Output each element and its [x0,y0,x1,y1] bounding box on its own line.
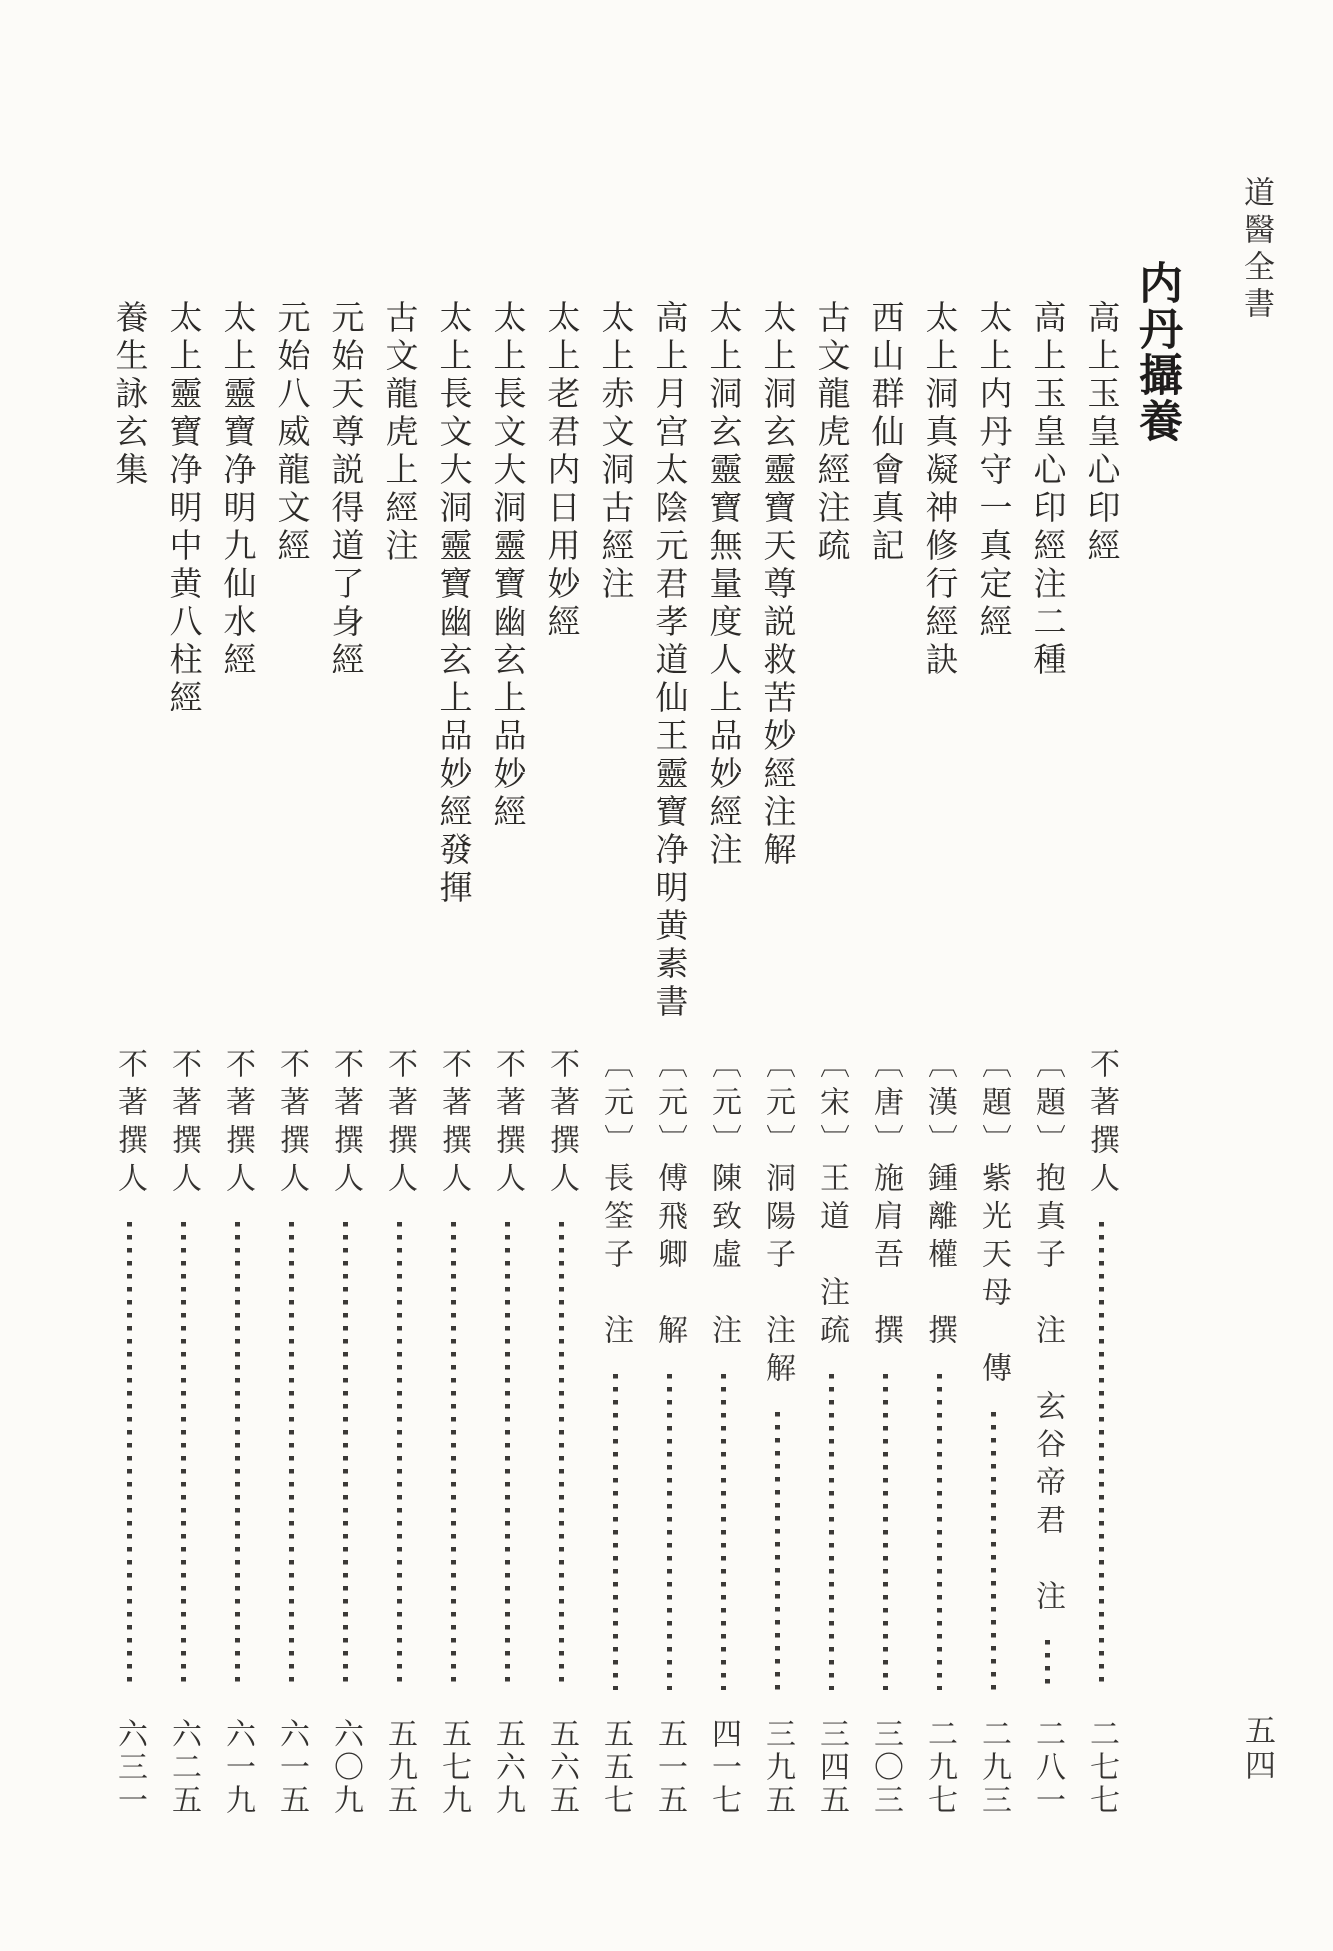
book-running-title: 道醫全書 [1239,176,1274,324]
entry-title: 太上靈寶净明中黄八柱經 [164,300,201,718]
entry-meta [696,1048,750,1690]
entry-page-number: 三四五 [815,1718,848,1817]
dotted-leader [667,1374,672,1690]
entry-title: 太上長文大洞靈寶幽玄上品妙經 [488,300,525,832]
dotted-leader [883,1374,888,1690]
toc-entry [1074,0,1128,1951]
entry-author: 〔元〕長筌子 注 [599,1048,632,1352]
entry-meta [966,1048,1020,1690]
entry-page-number: 六二五 [167,1718,200,1817]
entry-author: 〔宋〕王道 注疏 [815,1048,848,1352]
entry-author: 不著撰人 [437,1048,470,1200]
entry-author: 〔題〕抱真子 注 玄谷帝君 注 [1031,1048,1064,1618]
entry-meta [804,1048,858,1690]
entry-page-number: 六一五 [275,1718,308,1817]
dotted-leader [343,1222,348,1690]
toc-entry [156,0,210,1951]
entry-page-number: 二九七 [923,1718,956,1817]
toc-entry [480,0,534,1951]
entry-meta [588,1048,642,1690]
dotted-leader [1099,1222,1104,1690]
toc-entry [966,0,1020,1951]
entry-meta [372,1048,426,1690]
dotted-leader [559,1222,564,1690]
entry-meta [264,1048,318,1690]
entry-author: 不著撰人 [221,1048,254,1200]
entry-title: 太上長文大洞靈寶幽玄上品妙經發揮 [434,300,471,908]
entry-author: 〔漢〕鍾離權 撰 [923,1048,956,1352]
entry-page-number: 五一五 [653,1718,686,1817]
toc-entry [750,0,804,1951]
entry-title: 高上玉皇心印經 [1082,300,1119,566]
dotted-leader [991,1412,996,1690]
dotted-leader [937,1374,942,1690]
entry-meta [210,1048,264,1690]
entry-title: 太上靈寶净明九仙水經 [218,300,255,680]
entry-title: 高上玉皇心印經注二種 [1028,300,1065,680]
entry-title: 養生詠玄集 [110,300,147,490]
dotted-leader [397,1222,402,1690]
entry-author: 不著撰人 [491,1048,524,1200]
entry-title: 太上内丹守一真定經 [974,300,1011,642]
entry-meta [534,1048,588,1690]
toc-entry [102,0,156,1951]
entry-author: 不著撰人 [545,1048,578,1200]
entry-meta [1020,1048,1074,1690]
entry-author: 不著撰人 [113,1048,146,1200]
entry-meta [912,1048,966,1690]
entry-title: 元始天尊説得道了身經 [326,300,363,680]
dotted-leader [451,1222,456,1690]
entry-author: 不著撰人 [167,1048,200,1200]
entry-page-number: 二九三 [977,1718,1010,1817]
dotted-leader [127,1222,132,1690]
folio-page-number: 五四 [1240,1714,1275,1784]
entry-author: 不著撰人 [383,1048,416,1200]
entry-author: 〔元〕陳致虛 注 [707,1048,740,1352]
toc-entry [804,0,858,1951]
entry-page-number: 六〇九 [329,1718,362,1817]
entry-author: 不著撰人 [275,1048,308,1200]
entry-author: 不著撰人 [1085,1048,1118,1200]
dotted-leader [289,1222,294,1690]
entry-page-number: 三〇三 [869,1718,902,1817]
toc-entry [1020,0,1074,1951]
dotted-leader [775,1412,780,1690]
toc-entries [106,0,1128,1951]
entry-page-number: 六一九 [221,1718,254,1817]
toc-entry [534,0,588,1951]
toc-entry [642,0,696,1951]
entry-page-number: 五六九 [491,1718,524,1817]
toc-entry [264,0,318,1951]
dotted-leader [181,1222,186,1690]
entry-page-number: 五六五 [545,1718,578,1817]
entry-title: 太上赤文洞古經注 [596,300,633,604]
entry-author: 〔題〕紫光天母 傳 [977,1048,1010,1390]
entry-meta [318,1048,372,1690]
dotted-leader [1045,1640,1050,1690]
dotted-leader [721,1374,726,1690]
entry-meta [480,1048,534,1690]
dotted-leader [235,1222,240,1690]
entry-title: 太上洞玄靈寶天尊説救苦妙經注解 [758,300,795,870]
entry-meta [156,1048,210,1690]
toc-entry [210,0,264,1951]
toc-entry [858,0,912,1951]
entry-title: 太上老君内日用妙經 [542,300,579,642]
entry-author: 〔元〕洞陽子 注解 [761,1048,794,1390]
entry-page-number: 五九五 [383,1718,416,1817]
entry-title: 太上洞玄靈寶無量度人上品妙經注 [704,300,741,870]
entry-title: 古文龍虎上經注 [380,300,417,566]
entry-title: 西山群仙會真記 [866,300,903,566]
dotted-leader [829,1374,834,1690]
entry-meta [750,1048,804,1690]
toc-entry [588,0,642,1951]
entry-page-number: 四一七 [707,1718,740,1817]
dotted-leader [505,1222,510,1690]
entry-meta [858,1048,912,1690]
entry-meta [1074,1048,1128,1690]
toc-entry [426,0,480,1951]
dotted-leader [613,1374,618,1690]
entry-author: 〔元〕傅飛卿 解 [653,1048,686,1352]
entry-page-number: 二七七 [1085,1718,1118,1817]
entry-page-number: 五五七 [599,1718,632,1817]
entry-page-number: 二八一 [1031,1718,1064,1817]
section-title: 内丹攝養 [1132,260,1181,444]
entry-meta [642,1048,696,1690]
toc-entry [696,0,750,1951]
toc-entry [912,0,966,1951]
entry-title: 太上洞真凝神修行經訣 [920,300,957,680]
entry-title: 古文龍虎經注疏 [812,300,849,566]
entry-page-number: 三九五 [761,1718,794,1817]
entry-meta [426,1048,480,1690]
entry-author: 不著撰人 [329,1048,362,1200]
entry-page-number: 五七九 [437,1718,470,1817]
entry-author: 〔唐〕施肩吾 撰 [869,1048,902,1352]
entry-title: 元始八威龍文經 [272,300,309,566]
entry-page-number: 六三一 [113,1718,146,1817]
entry-title: 高上月宫太陰元君孝道仙王靈寶净明黄素書 [650,300,687,1022]
toc-entry [372,0,426,1951]
entry-meta [102,1048,156,1690]
toc-entry [318,0,372,1951]
